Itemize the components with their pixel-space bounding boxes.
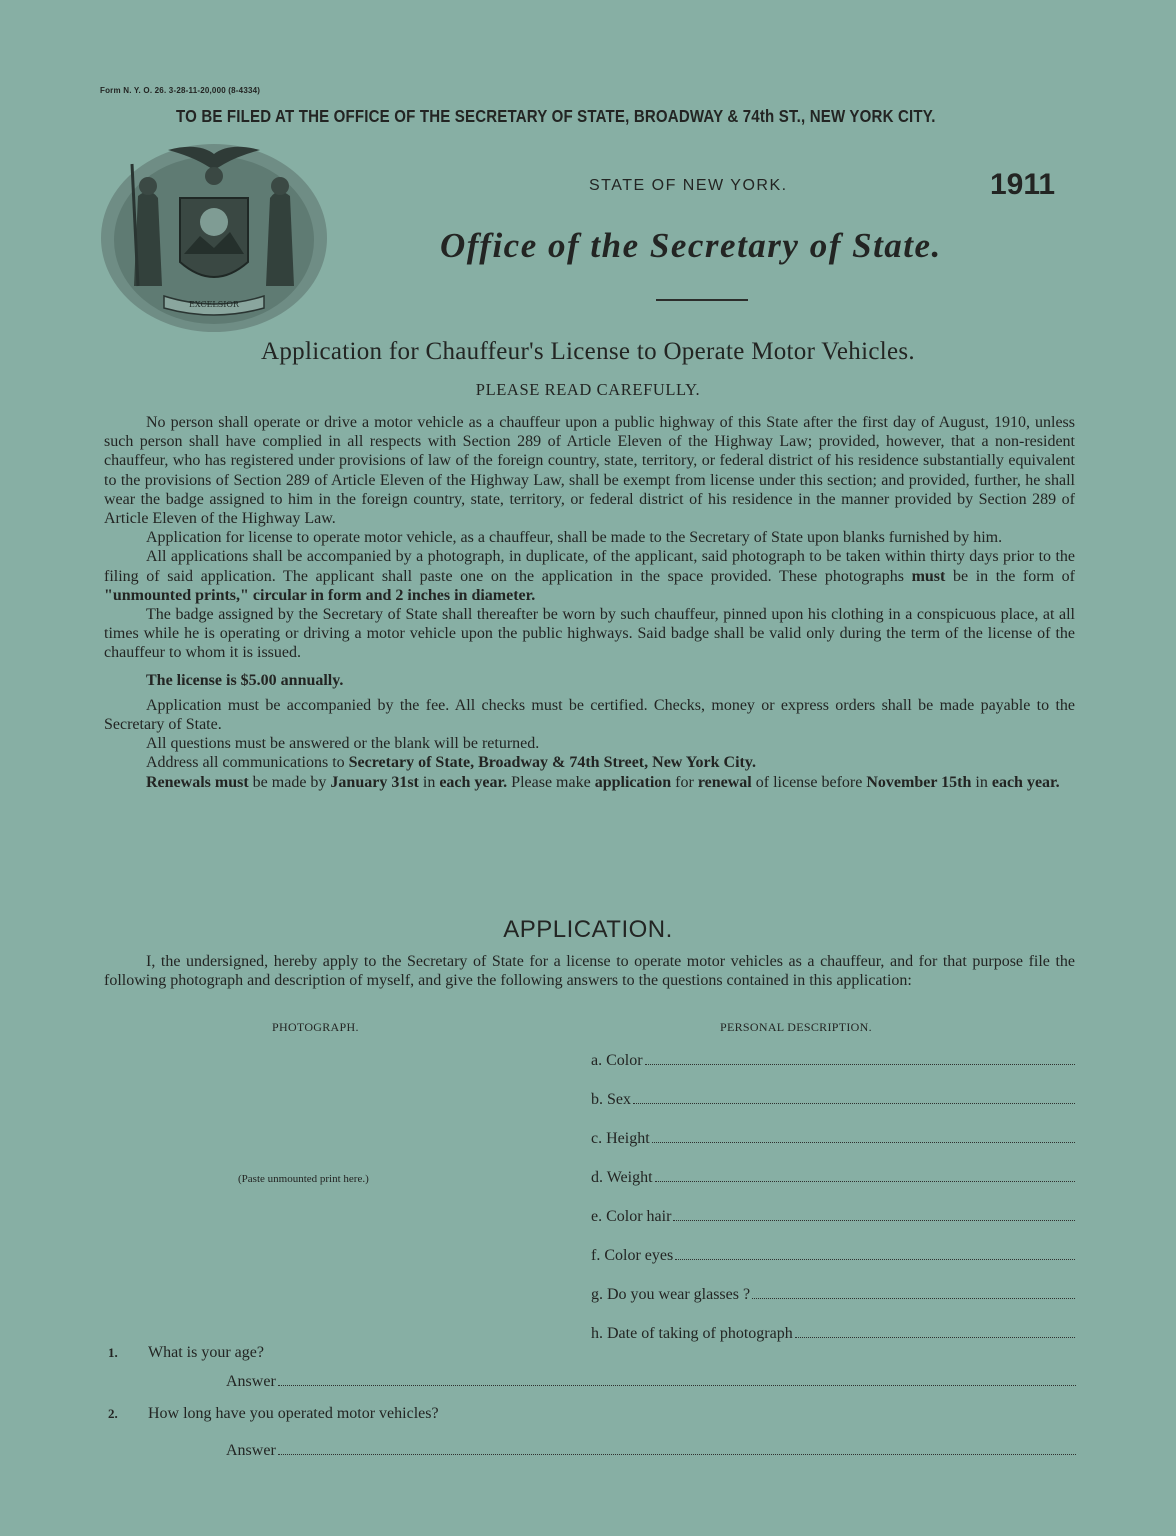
renewal-12: in — [971, 773, 992, 791]
paragraph-questions: All questions must be answered or the blank will be returned. — [146, 735, 540, 753]
intro-text: I, the undersigned, hereby apply to the Secretary of State for a license to operate motor vehicles as a chauffeur, and for that purpose file the following photograph and description of myself, and give the following answers to the questions contained in this application: — [104, 953, 1075, 990]
paragraph-fee: Application must be accompanied by the fee. All checks must be certified. Checks, money or express orders shall be made payable to the Secretary of State. — [104, 696, 1075, 734]
paragraph-highway-law: No person shall operate or drive a motor vehicle as a chauffeur upon a public highway of this State after the first day of August, 1910, unless such person shall have complied in all respects with Section 289 of Article Eleven of the Highway Law; provided, however, that a non-resident chauffeur, who has registered under provisions of law of the foreign country, state, territory, or federal district of his residence substantially equivalent to the provisions of Section 289 of Article Eleven of the Highway Law, shall be exempt from license under this section; and provided, further, he shall wear the badge assigned to him in the foreign country, state, territory, or federal district of his residence in the manner provided by Section 289 of Article Eleven of the Highway Law. — [104, 414, 1075, 528]
renewal-9: renewal — [697, 773, 752, 791]
question-experience-number: 2. — [108, 1406, 118, 1421]
field-color-eyes-label: f. Color eyes — [591, 1247, 674, 1264]
address-text: Address all communications to — [146, 754, 349, 772]
photograph-heading: PHOTOGRAPH. — [272, 1020, 359, 1034]
field-weight-line[interactable] — [655, 1167, 1075, 1182]
please-read: PLEASE READ CAREFULLY. — [475, 380, 701, 399]
state-seal-icon — [98, 136, 330, 336]
field-glasses-line[interactable] — [752, 1284, 1075, 1299]
field-color-hair-label: e. Color hair — [591, 1208, 672, 1225]
field-sex[interactable] — [591, 1089, 1075, 1109]
field-color-hair[interactable] — [591, 1206, 1075, 1226]
paragraph-photograph — [104, 547, 1075, 605]
renewal-8: for — [671, 773, 698, 791]
photo-text-2: be in the form of — [945, 567, 1075, 585]
question-age-number: 1. — [108, 1345, 118, 1360]
application-intro — [104, 952, 1075, 990]
answer-age-label: Answer — [226, 1373, 276, 1390]
field-photo-date[interactable] — [591, 1323, 1075, 1343]
instructions — [104, 413, 1075, 792]
photo-must: must — [911, 567, 946, 585]
question-experience — [108, 1405, 439, 1423]
address-bold: Secretary of State, Broadway & 74th Street, New York City. — [348, 754, 756, 772]
answer-experience-line[interactable] — [278, 1440, 1076, 1455]
field-sex-label: b. Sex — [591, 1091, 631, 1108]
field-glasses-label: g. Do you wear glasses ? — [591, 1286, 751, 1303]
renewal-6: Please make — [507, 773, 595, 791]
divider — [656, 299, 748, 301]
question-age-text: What is your age? — [148, 1344, 264, 1361]
field-color-eyes-line[interactable] — [675, 1245, 1075, 1260]
form-number: Form N. Y. O. 26. 3-28-11-20,000 (8-4334) — [100, 86, 261, 95]
paste-note: (Paste unmounted print here.) — [238, 1173, 369, 1185]
field-color[interactable] — [591, 1050, 1075, 1070]
field-color-eyes[interactable] — [591, 1245, 1075, 1265]
renewal-2: be made by — [248, 773, 331, 791]
field-photo-date-label: h. Date of taking of photograph — [591, 1325, 793, 1342]
state-heading: STATE OF NEW YORK. — [589, 177, 788, 194]
answer-experience-label: Answer — [226, 1442, 276, 1459]
field-color-label: a. Color — [591, 1052, 643, 1069]
renewal-13: each year. — [991, 773, 1060, 791]
field-height[interactable] — [591, 1128, 1075, 1148]
license-fee: The license is $5.00 annually. — [146, 671, 344, 689]
answer-experience[interactable] — [226, 1440, 1076, 1460]
paragraph-address — [104, 753, 1075, 772]
paragraph-renewals — [104, 773, 1075, 792]
renewal-7: application — [594, 773, 672, 791]
application-heading: APPLICATION. — [503, 916, 673, 943]
filing-notice: TO BE FILED AT THE OFFICE OF THE SECRETARY OF STATE, BROADWAY & 74th ST., NEW YORK CITY. — [176, 106, 936, 126]
question-experience-text: How long have you operated motor vehicles? — [148, 1405, 439, 1422]
renewal-5: each year. — [439, 773, 508, 791]
personal-description-heading: PERSONAL DESCRIPTION. — [720, 1020, 872, 1034]
question-age — [108, 1344, 264, 1362]
renewal-11: November 15th — [866, 773, 972, 791]
field-photo-date-line[interactable] — [795, 1323, 1075, 1338]
photo-text: All applications shall be accompanied by a photograph, in duplicate, of the applicant, said photograph to be taken within thirty days prior to the filing of said application. The applicant shall paste one on the application in the space provided. These photographs — [104, 548, 1075, 585]
renewal-10: of license before — [751, 773, 867, 791]
field-sex-line[interactable] — [633, 1089, 1075, 1104]
renewal-4: in — [418, 773, 440, 791]
answer-age-line[interactable] — [278, 1371, 1076, 1386]
field-weight[interactable] — [591, 1167, 1075, 1187]
renewal-3: January 31st — [330, 773, 419, 791]
paragraph-badge: The badge assigned by the Secretary of State shall thereafter be worn by such chauffeur, pinned upon his clothing in a conspicuous place, at all times while he is operating or driving a motor vehicle upon the public highways. Said badge shall be valid only during the term of the license of the chauffeur to whom it is issued. — [104, 606, 1075, 662]
field-color-hair-line[interactable] — [673, 1206, 1075, 1221]
year: 1911 — [990, 168, 1056, 201]
renewal-1: Renewals must — [146, 773, 249, 791]
answer-age[interactable] — [226, 1371, 1076, 1391]
field-height-label: c. Height — [591, 1130, 650, 1147]
application-title: Application for Chauffeur's License to Operate Motor Vehicles. — [261, 338, 915, 365]
field-weight-label: d. Weight — [591, 1169, 653, 1186]
seal-motto: EXCELSIOR — [189, 300, 239, 309]
photo-requirement: "unmounted prints," circular in form and 2 inches in diameter. — [104, 586, 536, 604]
office-heading: Office of the Secretary of State. — [440, 226, 942, 265]
field-height-line[interactable] — [652, 1128, 1075, 1143]
field-glasses[interactable] — [591, 1284, 1075, 1304]
field-color-line[interactable] — [645, 1050, 1075, 1065]
paragraph-application-blanks: Application for license to operate motor vehicle, as a chauffeur, shall be made to the Secretary of State upon blanks furnished by him. — [146, 529, 1003, 547]
